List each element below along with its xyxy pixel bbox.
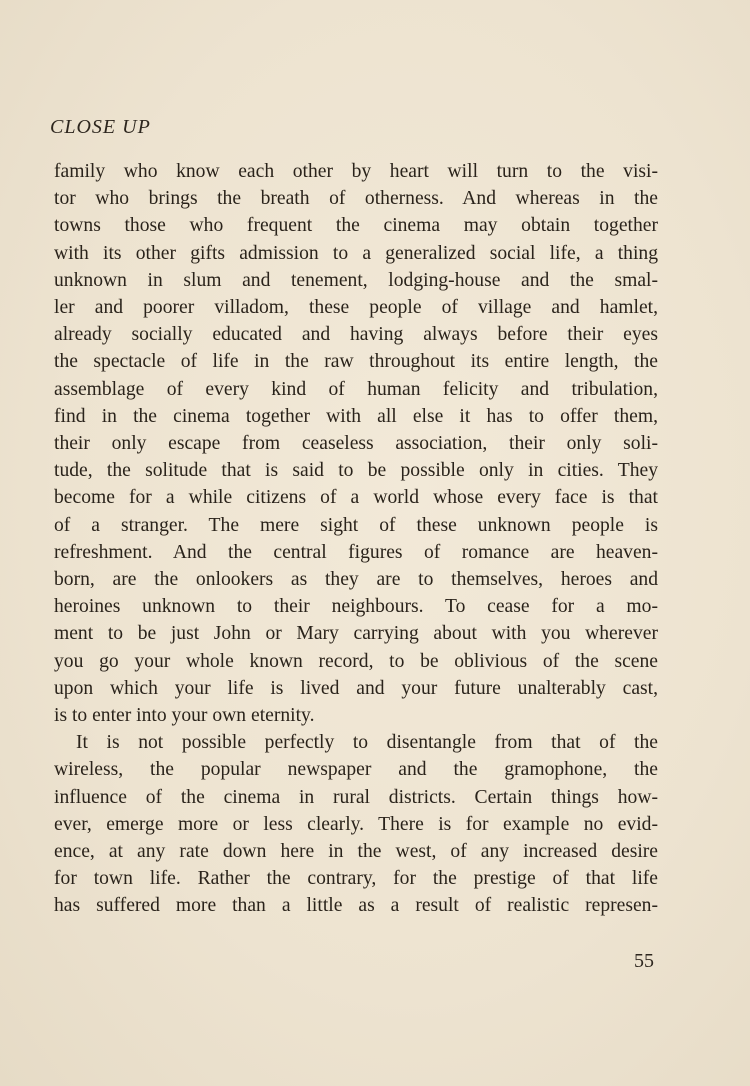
text-line: family who know each other by heart will turn to the visi-: [54, 161, 658, 182]
text-line: wireless, the popular newspaper and the gramophone, the: [54, 759, 658, 781]
running-head: CLOSE UP: [50, 116, 151, 138]
text-line: upon which your life is lived and your future unalterably cast,: [54, 677, 658, 699]
text-line: tor who brings the breath of otherness. And whereas in the: [54, 188, 658, 210]
body-text: [54, 158, 658, 920]
text-line: assemblage of every kind of human felicity and tribulation,: [54, 378, 658, 400]
text-line: ler and poorer villadom, these people of village and hamlet,: [54, 297, 658, 319]
text-line: find in the cinema together with all else it has to offer them,: [54, 405, 658, 427]
text-line: refreshment. And the central figures of romance are heaven-: [54, 541, 658, 563]
text-line: influence of the cinema in rural districts. Certain things how-: [54, 786, 658, 808]
text-line: is to enter into your own eternity.: [54, 705, 315, 727]
text-line: of a stranger. The mere sight of these unknown people is: [54, 514, 658, 536]
text-line: their only escape from ceaseless association, their only soli-: [54, 433, 658, 455]
text-line: ence, at any rate down here in the west, of any increased desire: [54, 841, 658, 863]
text-line: unknown in slum and tenement, lodging-house and the smal-: [54, 269, 658, 291]
text-line: It is not possible perfectly to disentangle from that of the: [76, 732, 658, 754]
text-line: you go your whole known record, to be oblivious of the scene: [54, 650, 658, 672]
page-number: 55: [634, 950, 654, 972]
text-line: for town life. Rather the contrary, for the prestige of that life: [54, 868, 658, 890]
text-line: towns those who frequent the cinema may obtain together: [54, 215, 658, 237]
text-line: with its other gifts admission to a generalized social life, a thing: [54, 242, 658, 264]
text-line: already socially educated and having always before their eyes: [54, 324, 658, 346]
text-line: born, are the onlookers as they are to themselves, heroes and: [54, 569, 658, 591]
text-line: ment to be just John or Mary carrying about with you wherever: [54, 623, 658, 645]
text-line: has suffered more than a little as a result of realistic represen-: [54, 895, 658, 917]
text-line: become for a while citizens of a world whose every face is that: [54, 487, 658, 509]
text-line: the spectacle of life in the raw throughout its entire length, the: [54, 351, 658, 373]
paragraph-1: [54, 158, 658, 729]
text-line: ever, emerge more or less clearly. There is for example no evid-: [54, 813, 658, 835]
text-line: tude, the solitude that is said to be possible only in cities. They: [54, 460, 658, 482]
text-line: heroines unknown to their neighbours. To cease for a mo-: [54, 596, 658, 618]
paragraph-2: [54, 729, 658, 919]
